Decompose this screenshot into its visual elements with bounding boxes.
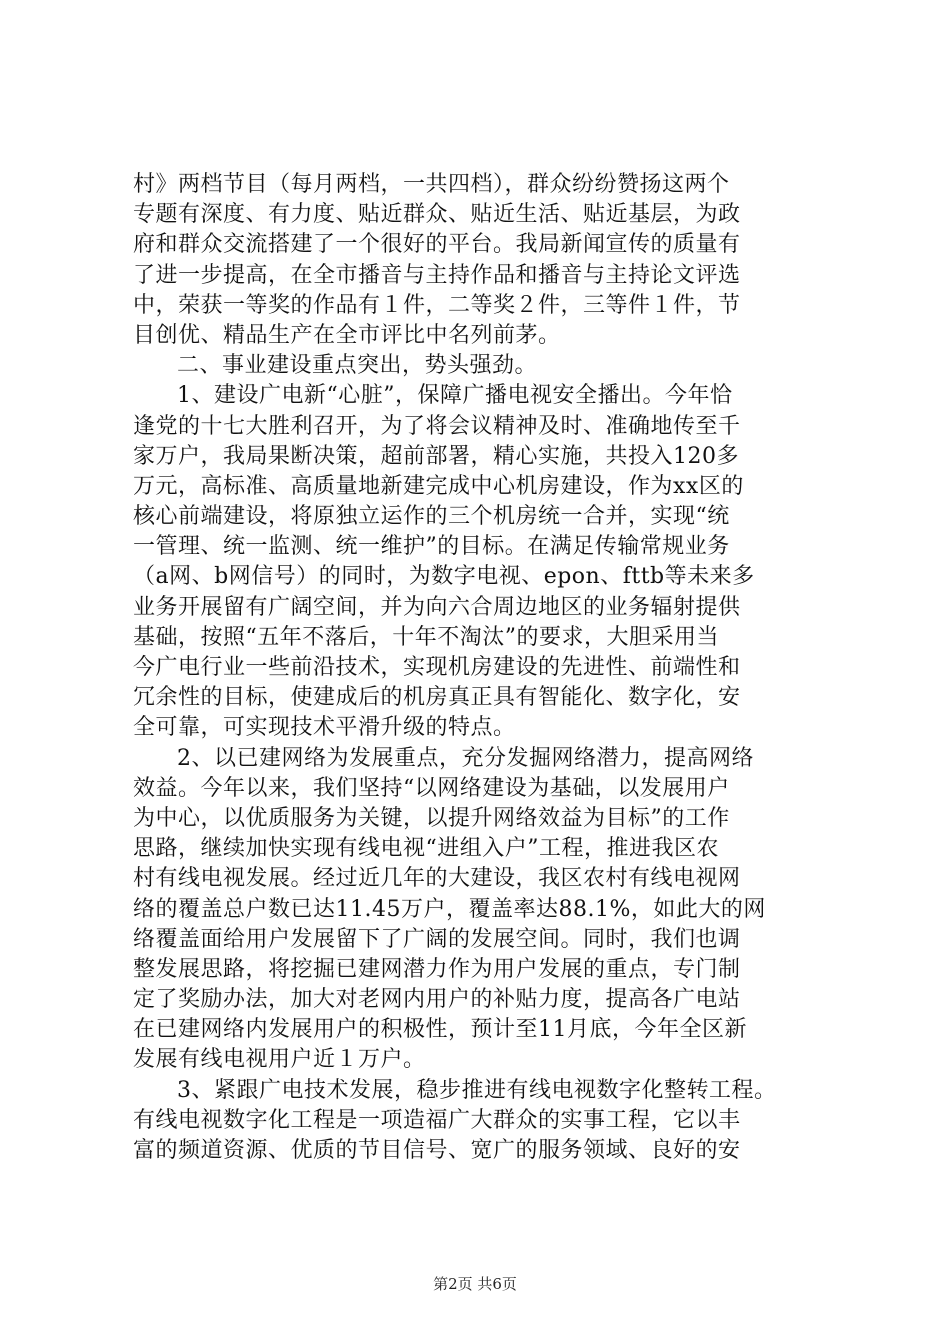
text-line: 络覆盖面给用户发展留下了广阔的发展空间。同时，我们也调 <box>133 926 741 952</box>
text-line: 中，荣获一等奖的作品有１件，二等奖２件，三等件１件，节 <box>133 292 741 318</box>
text-line: 基础，按照“五年不落后，十年不淘汰”的要求，大胆采用当 <box>133 624 719 650</box>
text-line: 家万户，我局果断决策，超前部署，精心实施，共投入120多 <box>133 443 739 469</box>
text-line: 专题有深度、有力度、贴近群众、贴近生活、贴近基层，为政 <box>133 202 741 228</box>
text-line: 发展有线电视用户近１万户。 <box>133 1047 426 1073</box>
text-line: 效益。今年以来，我们坚持“以网络建设为基础，以发展用户 <box>133 775 730 801</box>
text-line: 2、以已建网络为发展重点，充分发掘网络潜力，提高网络 <box>177 745 754 771</box>
text-line: 了进一步提高，在全市播音与主持作品和播音与主持论文评选 <box>133 262 741 288</box>
text-line: 富的频道资源、优质的节目信号、宽广的服务领域、良好的安 <box>133 1138 741 1163</box>
document-body <box>133 170 833 1166</box>
text-line: 村》两档节目（每月两档，一共四档），群众纷纷赞扬这两个 <box>133 172 730 197</box>
text-line: 业务开展留有广阔空间，并为向六合周边地区的业务辐射提供 <box>133 594 741 620</box>
text-line: 在已建网络内发展用户的积极性，预计至11月底，今年全区新 <box>133 1017 747 1043</box>
text-line: （a网、b网信号）的同时，为数字电视、epon、fttb等未来多 <box>133 564 755 590</box>
text-line: 1、建设广电新“心脏”，保障广播电视安全播出。今年恰 <box>177 383 733 409</box>
text-line: 思路，继续加快实现有线电视“进组入户”工程，推进我区农 <box>133 836 719 862</box>
text-line: 3、紧跟广电技术发展，稳步推进有线电视数字化整转工程。 <box>177 1077 777 1103</box>
text-line: 万元，高标准、高质量地新建完成中心机房建设，作为xx区的 <box>133 473 744 499</box>
text-line: 全可靠，可实现技术平滑升级的特点。 <box>133 715 516 741</box>
text-line: 村有线电视发展。经过近几年的大建设，我区农村有线电视网 <box>133 866 741 892</box>
page-number-footer: 第2页 共6页 <box>433 1275 517 1293</box>
text-line: 逢党的十七大胜利召开，为了将会议精神及时、准确地传至千 <box>133 413 741 439</box>
text-line: 为中心，以优质服务为关键，以提升网络效益为目标”的工作 <box>133 805 730 831</box>
text-line: 今广电行业一些前沿技术，实现机房建设的先进性、前端性和 <box>133 655 741 680</box>
text-line: 络的覆盖总户数已达11.45万户，覆盖率达88.1%，如此大的网 <box>133 896 766 922</box>
text-line: 冗余性的目标，使建成后的机房真正具有智能化、数字化，安 <box>133 685 741 711</box>
section-heading: 二、事业建设重点突出，势头强劲。 <box>177 353 538 379</box>
text-line: 核心前端建设，将原独立运作的三个机房统一合并，实现“统 <box>133 504 730 530</box>
text-line: 府和群众交流搭建了一个很好的平台。我局新闻宣传的质量有 <box>133 232 741 258</box>
text-line: 整发展思路，将挖掘已建网潜力作为用户发展的重点，专门制 <box>133 956 741 982</box>
text-line: 目创优、精品生产在全市评比中名列前茅。 <box>133 322 561 348</box>
text-line: 一管理、统一监测、统一维护”的目标。在满足传输常规业务 <box>133 534 730 560</box>
text-line: 定了奖励办法，加大对老网内用户的补贴力度，提高各广电站 <box>133 987 741 1013</box>
text-line: 有线电视数字化工程是一项造福广大群众的实事工程，它以丰 <box>133 1107 741 1133</box>
